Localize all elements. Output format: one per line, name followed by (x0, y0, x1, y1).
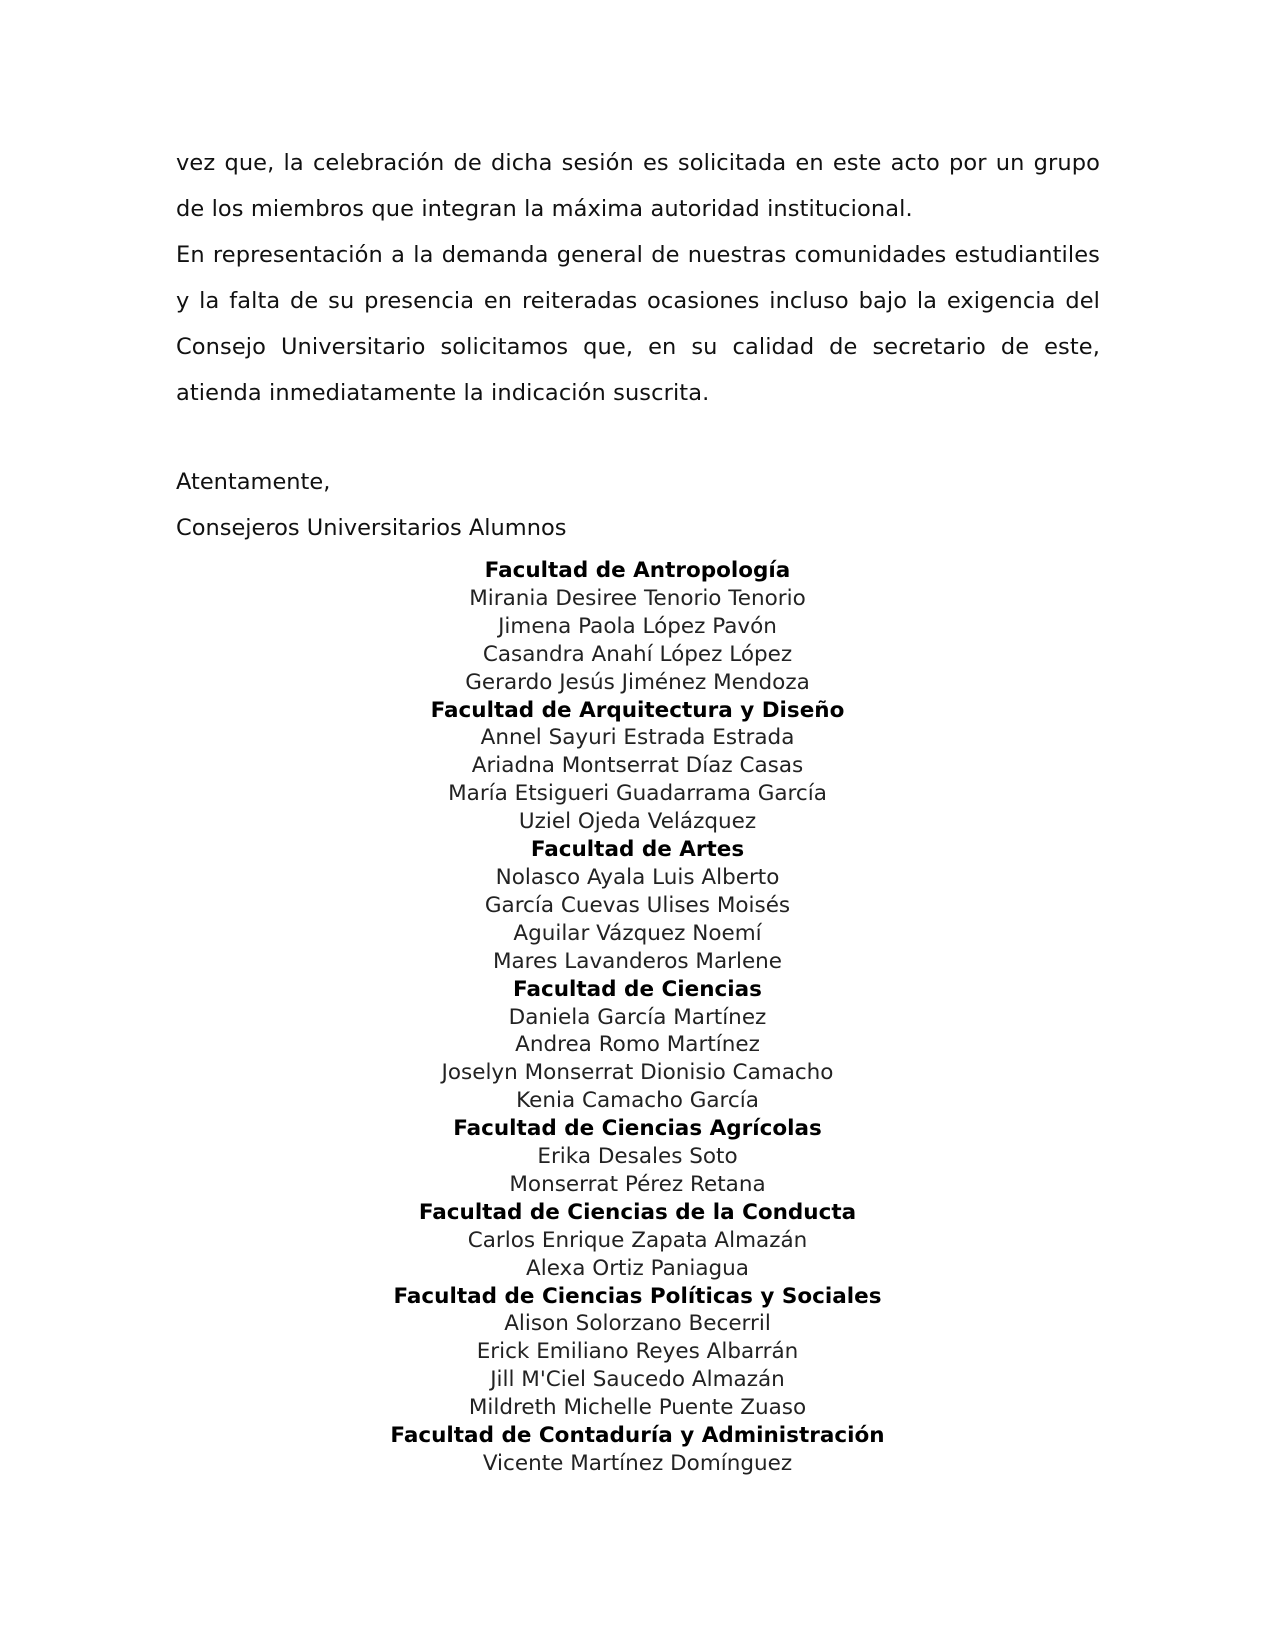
signatory-name: Ariadna Montserrat Díaz Casas (471, 753, 804, 779)
faculty-heading: Facultad de Ciencias Políticas y Sociales (393, 1283, 882, 1309)
signatory-name: García Cuevas Ulises Moisés (484, 892, 791, 918)
signatory-name: Gerardo Jesús Jiménez Mendoza (465, 669, 810, 695)
paragraph-1: vez que, la celebración de dicha sesión es solicitada en este acto por un grupo de los miembros que integran la máxima autoridad institucional. (176, 150, 1100, 222)
paragraph-2: En representación a la demanda general de nuestras comunidades estudiantiles y la falta de su presencia en reiteradas ocasiones incluso bajo la exigencia del Consejo Universitario solicitamos que, en su calidad de secretario de este, atienda inmediatamente la indicación suscrita. (176, 242, 1100, 406)
signatory-name: María Etsigueri Guadarrama García (448, 781, 827, 807)
faculty-heading: Facultad de Artes (530, 837, 745, 863)
letter-closing (176, 459, 566, 551)
signatory-name: Monserrat Pérez Retana (509, 1171, 766, 1197)
faculty-heading: Facultad de Antropología (484, 558, 791, 583)
faculty-heading: Facultad de Contaduría y Administración (390, 1423, 885, 1449)
signatory-name: Kenia Camacho García (516, 1088, 759, 1114)
signatory-name: Mildreth Michelle Puente Zuaso (468, 1395, 807, 1421)
signatory-name: Casandra Anahí López López (482, 641, 793, 667)
signatory-name: Vicente Martínez Domínguez (482, 1451, 793, 1476)
closing-salutation: Atentamente, (176, 469, 331, 495)
signatory-name: Alison Solorzano Becerril (504, 1311, 771, 1337)
signatory-name: Nolasco Ayala Luis Alberto (495, 864, 780, 890)
signatory-name: Andrea Romo Martínez (515, 1032, 760, 1058)
signatory-name: Daniela García Martínez (508, 1004, 767, 1030)
signatory-name: Jimena Paola López Pavón (498, 613, 777, 639)
signatory-group-title: Consejeros Universitarios Alumnos (176, 515, 567, 541)
signatory-name: Mares Lavanderos Marlene (492, 948, 783, 974)
signatory-name: Alexa Ortiz Paniagua (526, 1255, 749, 1281)
faculty-heading: Facultad de Ciencias de la Conducta (418, 1199, 857, 1225)
signatory-name: Mirania Desiree Tenorio Tenorio (469, 585, 806, 611)
signatory-name: Annel Sayuri Estrada Estrada (480, 725, 795, 751)
signatory-name: Erick Emiliano Reyes Albarrán (476, 1339, 799, 1365)
signatory-name: Erika Desales Soto (537, 1144, 738, 1170)
signatory-name: Uziel Ojeda Velázquez (518, 809, 757, 835)
faculty-heading: Facultad de Arquitectura y Diseño (430, 697, 845, 723)
signatory-name: Joselyn Monserrat Dionisio Camacho (441, 1060, 834, 1086)
faculty-heading: Facultad de Ciencias Agrícolas (453, 1116, 822, 1142)
signatory-name: Jill M'Ciel Saucedo Almazán (490, 1367, 785, 1393)
faculty-heading: Facultad de Ciencias (513, 976, 762, 1002)
letter-body (176, 140, 1100, 416)
signatory-name: Aguilar Vázquez Noemí (513, 920, 762, 946)
signatories-list (0, 557, 1275, 1478)
signatory-name: Carlos Enrique Zapata Almazán (467, 1227, 808, 1253)
